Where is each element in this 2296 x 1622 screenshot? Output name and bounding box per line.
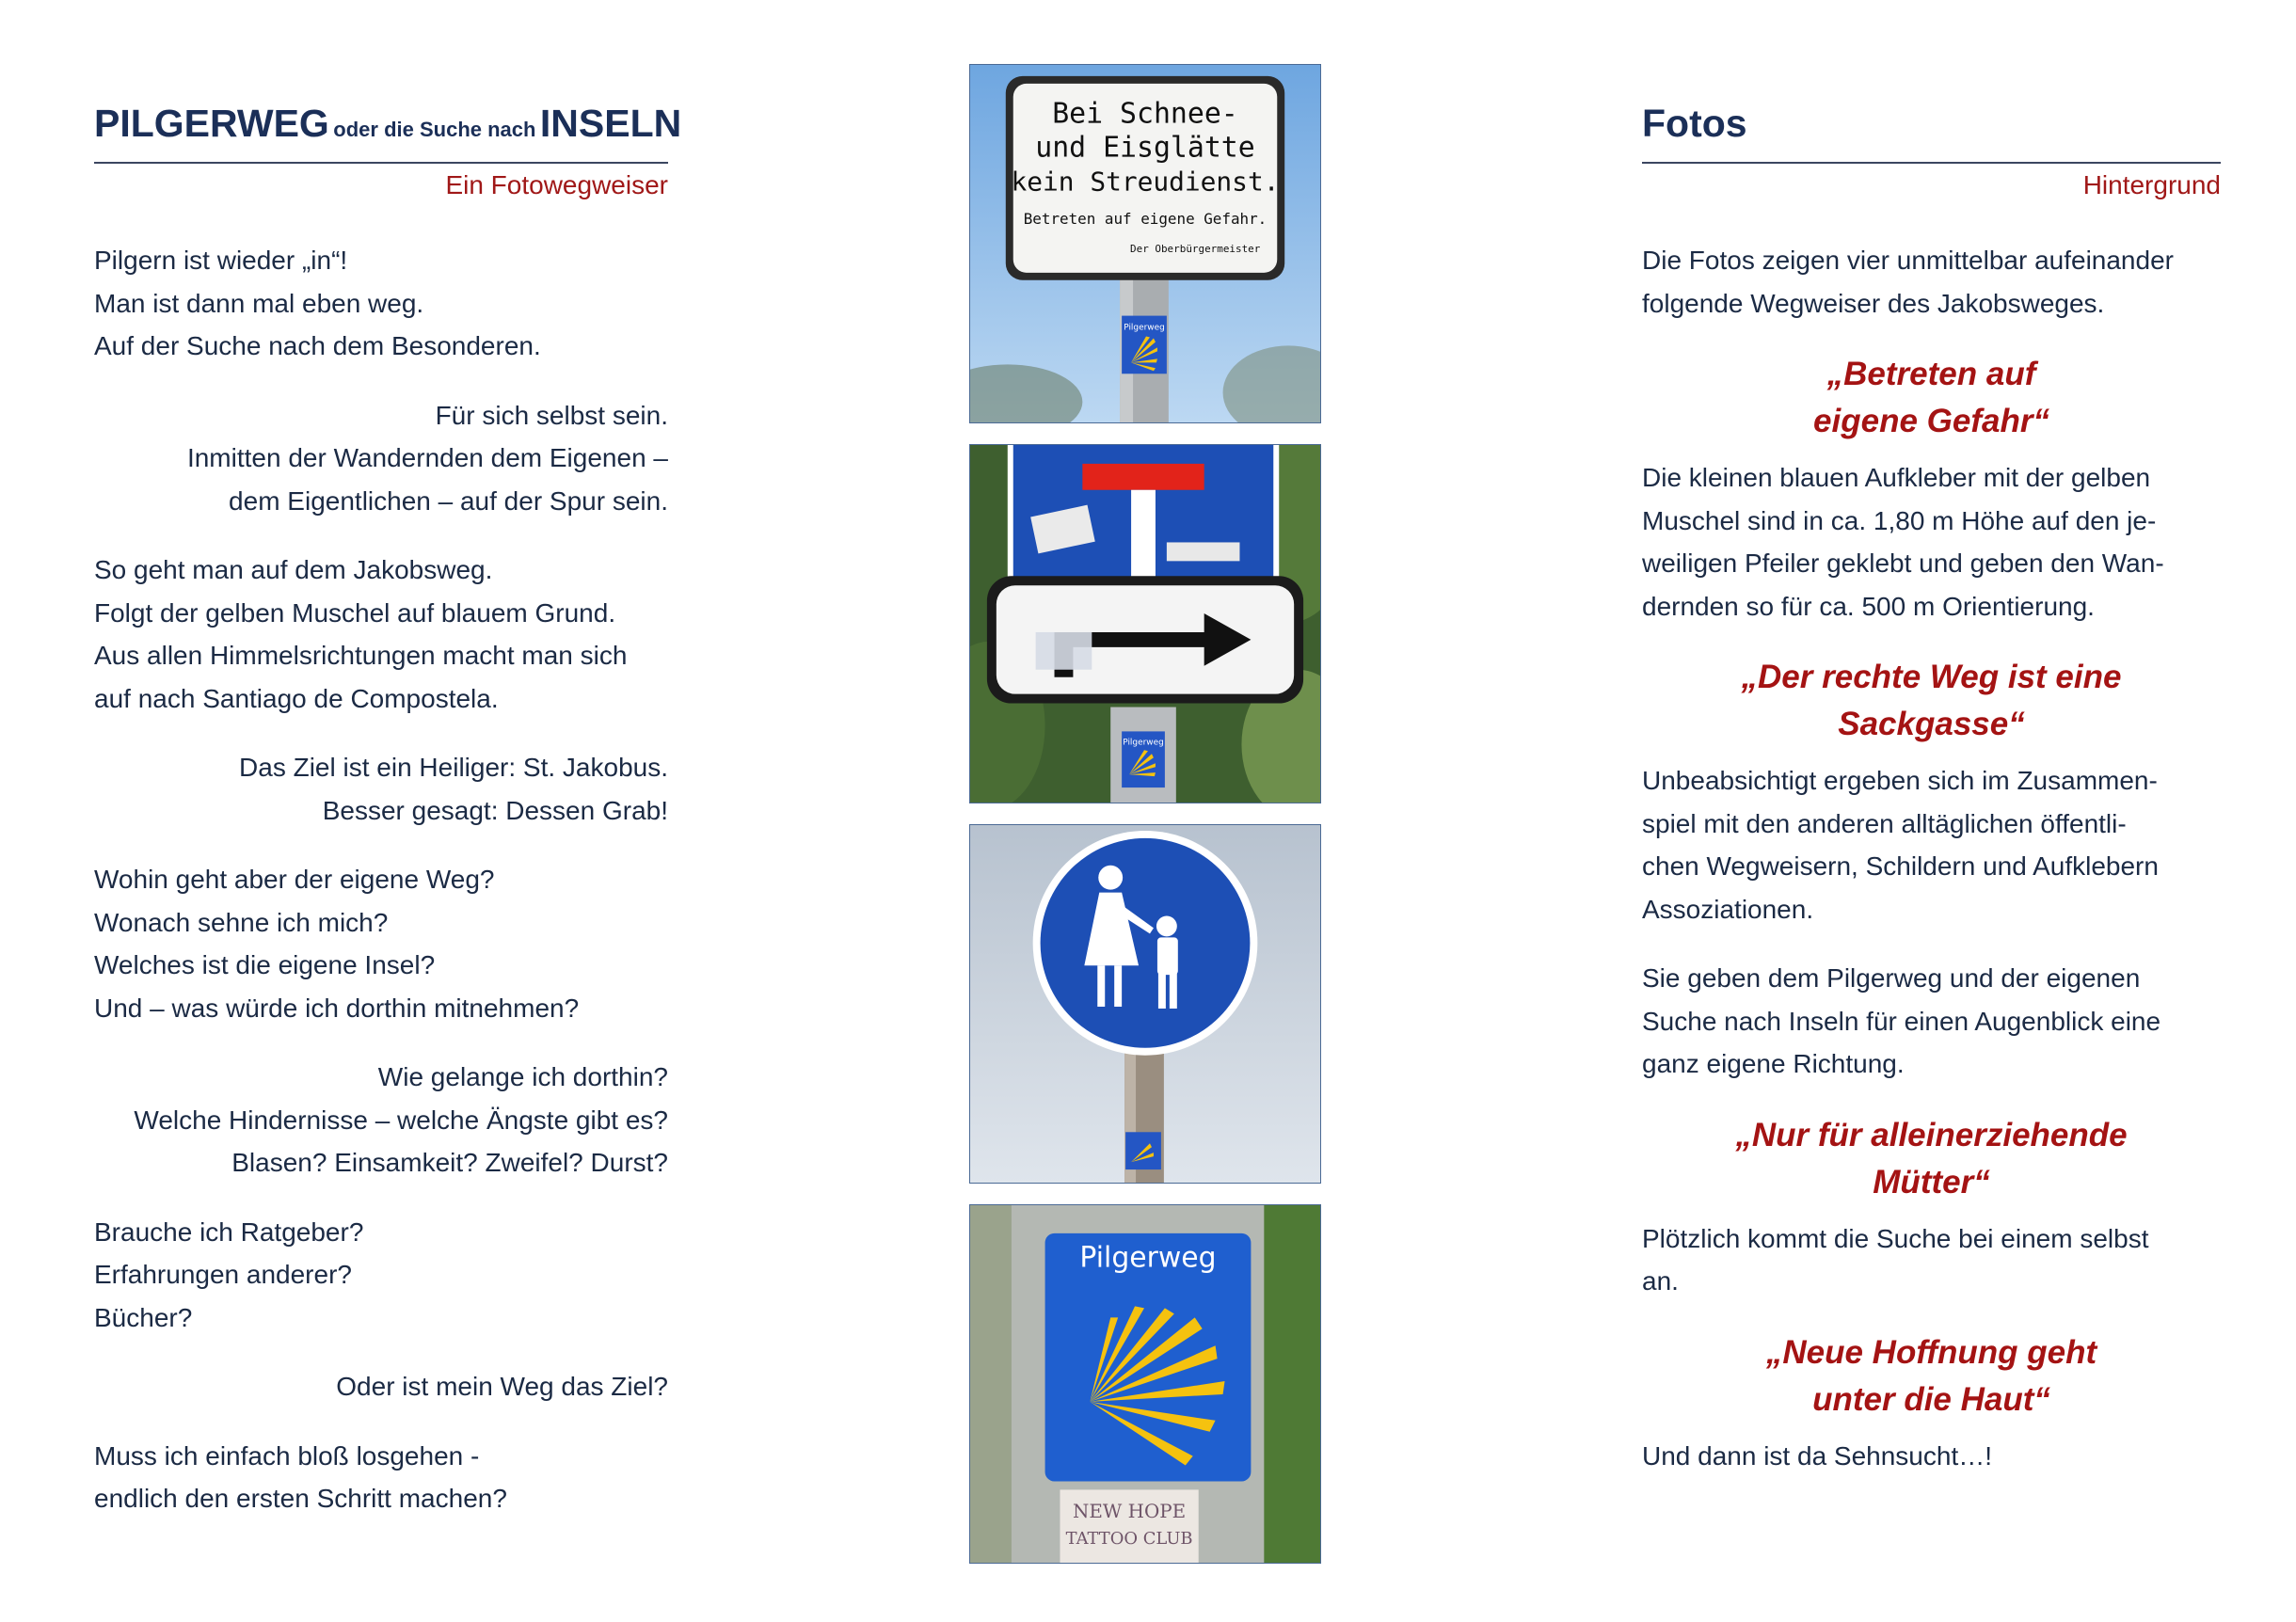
quote-line: Sackgasse“ [1838, 706, 2025, 742]
section-paragraph [1642, 759, 2221, 930]
poem-stanza [94, 746, 668, 832]
poem-line: Aus allen Himmelsrichtungen macht man sich [94, 641, 628, 670]
title-connector: oder die Suche nach [333, 118, 536, 141]
poem-line: Muss ich einfach bloß losgehen - [94, 1440, 480, 1471]
title-pilgerweg: PILGERWEG [94, 102, 329, 145]
poem-line: Für sich selbst sein. [435, 400, 668, 430]
poem-line: Folgt der gelben Muschel auf blauem Grund. [94, 597, 616, 628]
title-inseln: INSELN [539, 102, 682, 145]
poem-line: Wohin geht aber der eigene Weg? [94, 865, 495, 894]
section-quote [1642, 654, 2221, 748]
paragraph-line: Muschel sind in ca. 1,80 m Höhe auf den je- [1642, 505, 2157, 535]
sticker-label-1: Pilgerweg [1124, 323, 1165, 333]
paragraph-line: Und dann ist da Sehnsucht…! [1642, 1440, 1993, 1471]
paragraph-line: spiel mit den anderen alltäglichen öffentli- [1642, 808, 2127, 838]
paragraph-line: Suche nach Inseln für einen Augenblick eine [1642, 1006, 2161, 1036]
quote-line: Mütter“ [1873, 1163, 1990, 1201]
sign-line-2: und Eisglätte [1035, 131, 1255, 165]
poem-line: Bücher? [94, 1302, 193, 1332]
poem-line: Inmitten der Wandernden dem Eigenen – [186, 443, 668, 472]
paragraph-line: Sie geben dem Pilgerweg und der eigenen [1642, 963, 2141, 993]
poem-line: endlich den ersten Schritt machen? [94, 1484, 507, 1513]
right-column [1642, 102, 2221, 1503]
section-paragraph [1642, 1435, 2221, 1478]
quote-line: eigene Gefahr“ [1813, 403, 2049, 439]
poem-line: Auf der Suche nach dem Besonderen. [94, 331, 541, 360]
sign-small: Betreten auf eigene Gefahr. [1023, 210, 1268, 229]
paragraph-line: Plötzlich kommt die Suche bei einem selbst [1642, 1223, 2149, 1253]
poem-line: Und – was würde ich dorthin mitnehmen? [94, 993, 580, 1023]
section-paragraph [1642, 1217, 2221, 1303]
quote-line: unter die Haut“ [1812, 1380, 2050, 1418]
photo-winter-sign [969, 64, 1321, 423]
photo-pedestrian-sign [969, 824, 1321, 1184]
photo-dead-end-sign [969, 444, 1321, 803]
section-paragraph [1642, 957, 2221, 1086]
paragraph-line: Die Fotos zeigen vier unmittelbar aufeinander [1642, 246, 2174, 275]
poem-line: So geht man auf dem Jakobsweg. [94, 555, 493, 584]
poem-line: Pilgern ist wieder „in“! [94, 246, 348, 275]
title-rule [94, 162, 668, 164]
quote-line: „Der rechte Weg ist eine [1741, 659, 2122, 695]
section-quote [1642, 1112, 2221, 1206]
right-title-text: Fotos [1642, 102, 1747, 145]
poem-line: Welches ist die eigene Insel? [94, 950, 436, 979]
sticker-label-4: Pilgerweg [1079, 1241, 1217, 1275]
poem-line: Welche Hindernisse – welche Ängste gibt es? [134, 1105, 668, 1135]
poem-stanza [94, 394, 668, 523]
poem-line: Brauche ich Ratgeber? [94, 1216, 364, 1247]
poem-stanza [94, 1211, 668, 1340]
poem-line: dem Eigentlichen – auf der Spur sein. [229, 485, 668, 516]
paragraph-line: Unbeabsichtigt ergeben sich im Zusammen- [1642, 766, 2158, 795]
sticker-label-2: Pilgerweg [1123, 738, 1164, 748]
paragraph-line: dernden so für ca. 500 m Orientierung. [1642, 591, 2095, 621]
poem [94, 239, 668, 1520]
poem-stanza [94, 1365, 668, 1408]
right-body [1642, 239, 2221, 1477]
right-title [1642, 102, 2221, 154]
quote-line: „Nur für alleinerziehende [1735, 1116, 2128, 1153]
tattoo-line-1: NEW HOPE [1073, 1501, 1187, 1523]
paragraph-line: ganz eigene Richtung. [1642, 1049, 1905, 1078]
paragraph-line: Die kleinen blauen Aufkleber mit der gelben [1642, 463, 2151, 492]
paragraph-line: weiligen Pfeiler geklebt und geben den Wan- [1642, 549, 2164, 578]
poem-line: Erfahrungen anderer? [94, 1260, 352, 1289]
photo-strip [969, 64, 1323, 1584]
sign-signature: Der Oberbürgermeister [1130, 242, 1261, 255]
paragraph-line: folgende Wegweiser des Jakobsweges. [1642, 288, 2105, 318]
poem-line: Das Ziel ist ein Heiliger: St. Jakobus. [239, 753, 668, 782]
tattoo-line-2: TATTOO CLUB [1065, 1529, 1193, 1550]
poem-stanza [94, 1435, 668, 1520]
poem-stanza [94, 549, 668, 720]
paragraph-line: an. [1642, 1266, 1679, 1296]
poem-line: Wie gelange ich dorthin? [377, 1062, 668, 1091]
poem-stanza [94, 1056, 668, 1185]
poem-stanza [94, 239, 668, 368]
paragraph-line: chen Wegweisern, Schildern und Aufklebern [1642, 851, 2159, 881]
photo-pilgerweg-sticker [969, 1204, 1321, 1564]
page-title [94, 102, 682, 154]
section-paragraph [1642, 456, 2221, 628]
quote-line: „Betreten auf [1826, 356, 2036, 392]
sign-line-1: Bei Schnee- [1052, 97, 1238, 131]
quote-line: „Neue Hoffnung geht [1765, 1333, 2097, 1371]
poem-line: Wonach sehne ich mich? [94, 907, 389, 937]
poem-stanza [94, 858, 668, 1029]
intro-paragraph [1642, 239, 2221, 325]
section-quote [1642, 1329, 2221, 1423]
sign-line-3: kein Streudienst. [1011, 166, 1280, 198]
section-quote [1642, 351, 2221, 445]
page-subtitle: Ein Fotowegweiser [445, 170, 668, 199]
poem-line: Blasen? Einsamkeit? Zweifel? Durst? [231, 1148, 668, 1177]
poem-line: Oder ist mein Weg das Ziel? [336, 1372, 668, 1401]
right-subtitle: Hintergrund [2082, 170, 2221, 199]
poem-line: auf nach Santiago de Compostela. [94, 683, 499, 713]
paragraph-line: Assoziationen. [1642, 894, 1814, 924]
right-title-rule [1642, 162, 2221, 164]
poem-line: Besser gesagt: Dessen Grab! [322, 795, 668, 825]
poem-line: Man ist dann mal eben weg. [94, 288, 424, 318]
left-column [94, 102, 682, 1547]
